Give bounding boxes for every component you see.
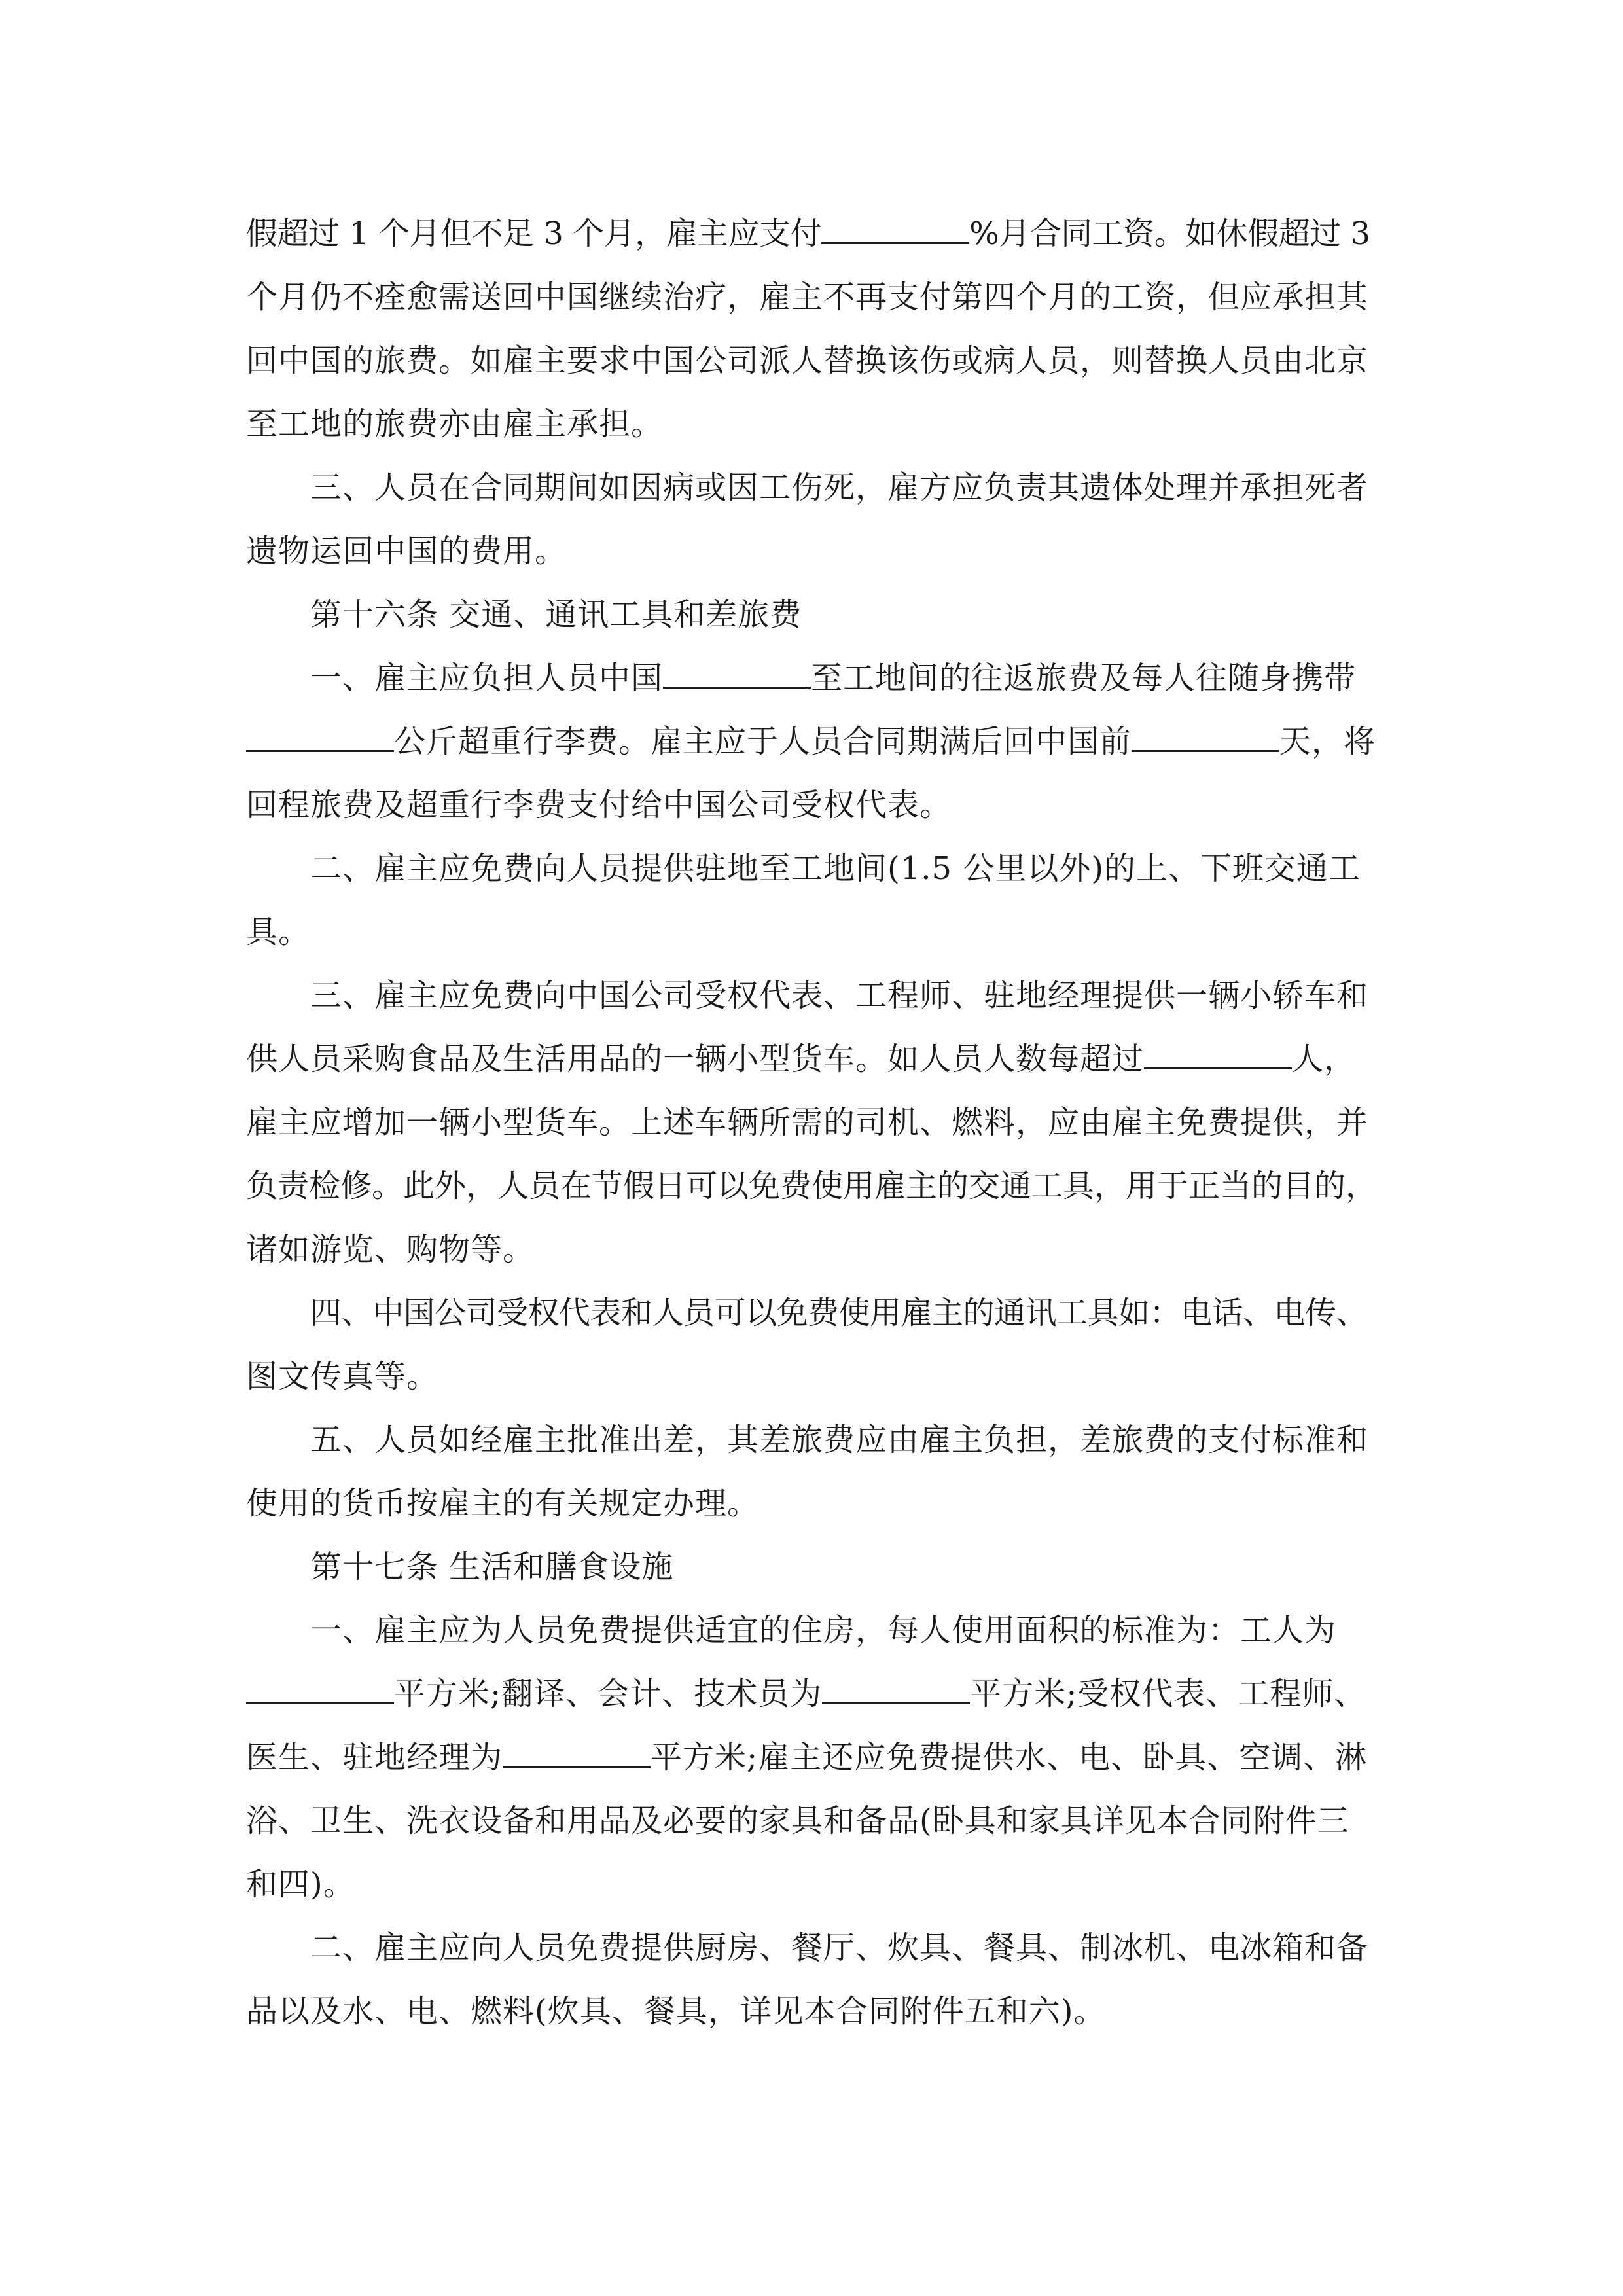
text-line [310, 653, 1356, 698]
text-line: 至工地的旅费亦由雇主承担。 [246, 406, 664, 442]
text-line: 使用的货币按雇主的有关规定办理。 [246, 1485, 760, 1522]
text-segment: 人， [1292, 1041, 1357, 1077]
text-segment: %月合同工资。如休假超过 3 [969, 215, 1370, 252]
text-line [246, 1732, 1367, 1777]
text-line: 二、雇主应免费向人员提供驻地至工地间(1.5 公里以外)的上、下班交通工 [310, 850, 1361, 887]
section-heading: 第十六条 交通、通讯工具和差旅费 [310, 596, 802, 633]
text-segment: 供人员采购食品及生活用品的一辆小型货车。如人员人数每超过 [246, 1041, 1145, 1077]
fill-in-blank [663, 660, 811, 689]
text-line: 四、中国公司受权代表和人员可以免费使用雇主的通讯工具如：电话、电传、 [310, 1295, 1368, 1331]
text-line: 一、雇主应为人员免费提供适宜的住房，每人使用面积的标准为：工人为 [310, 1612, 1337, 1649]
text-segment: 一、雇主应负担人员中国 [310, 660, 664, 696]
text-line [246, 716, 1376, 761]
text-line: 和四)。 [246, 1866, 355, 1903]
text-line: 负责检修。此外，人员在节假日可以免费使用雇主的交通工具，用于正当的目的， [246, 1168, 1378, 1204]
text-line: 图文传真等。 [246, 1358, 439, 1395]
text-line: 雇主应增加一辆小型货车。上述车辆所需的司机、燃料，应由雇主免费提供，并 [246, 1104, 1369, 1141]
text-segment: 公斤超重行李费。雇主应于人员合同期满后回中国前 [394, 723, 1132, 760]
text-line: 三、人员在合同期间如因病或因工伤死，雇方应负责其遗体处理并承担死者 [310, 469, 1369, 506]
text-line: 二、雇主应向人员免费提供厨房、餐厅、炊具、餐具、制冰机、电冰箱和备 [310, 1929, 1369, 1966]
text-line: 五、人员如经雇主批准出差，其差旅费应由雇主负担，差旅费的支付标准和 [310, 1422, 1369, 1458]
text-segment: 至工地间的往返旅费及每人往随身携带 [811, 660, 1357, 696]
text-line: 三、雇主应免费向中国公司受权代表、工程师、驻地经理提供一辆小轿车和 [310, 977, 1369, 1014]
text-line: 个月仍不痊愈需送回中国继续治疗，雇主不再支付第四个月的工资，但应承担其 [246, 279, 1369, 315]
text-line: 具。 [246, 914, 311, 950]
text-segment: 假超过 1 个月但不足 3 个月，雇主应支付 [246, 215, 822, 252]
text-segment: 医生、驻地经理为 [246, 1739, 503, 1776]
fill-in-blank [1132, 724, 1279, 752]
text-line: 品以及水、电、燃料(炊具、餐具，详见本合同附件五和六)。 [246, 1993, 1106, 2030]
text-line: 回程旅费及超重行李费支付给中国公司受权代表。 [246, 787, 952, 823]
section-heading: 第十七条 生活和膳食设施 [310, 1549, 674, 1585]
text-line: 诸如游览、购物等。 [246, 1231, 535, 1268]
fill-in-blank [822, 1676, 970, 1704]
text-segment: 天，将 [1279, 723, 1376, 760]
text-line: 回中国的旅费。如雇主要求中国公司派人替换该伤或病人员，则替换人员由北京 [246, 342, 1369, 379]
text-line [246, 208, 1370, 253]
text-line: 浴、卫生、洗衣设备和用品及必要的家具和备品(卧具和家具详见本合同附件三 [246, 1803, 1349, 1839]
fill-in-blank [246, 1676, 394, 1704]
text-line [246, 1668, 1366, 1713]
fill-in-blank [246, 724, 394, 752]
text-segment: 平方米;受权代表、工程师、 [970, 1676, 1366, 1712]
text-line: 遗物运回中国的费用。 [246, 533, 567, 569]
text-segment: 平方米;翻译、会计、技术员为 [394, 1676, 823, 1712]
fill-in-blank [503, 1740, 651, 1768]
fill-in-blank [1144, 1041, 1292, 1069]
text-line [246, 1033, 1356, 1079]
text-segment: 平方米;雇主还应免费提供水、电、卧具、空调、淋 [651, 1739, 1368, 1776]
fill-in-blank [821, 216, 969, 244]
